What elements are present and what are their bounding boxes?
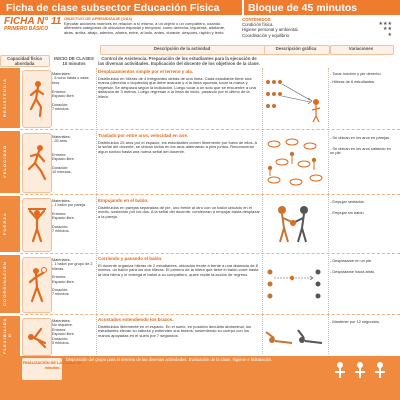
row-meta	[52, 199, 96, 233]
ficha-label	[4, 16, 62, 32]
info-block	[0, 15, 400, 45]
variants-list	[330, 320, 392, 325]
contents-item-name: Condición física.	[242, 22, 274, 28]
row-meta	[52, 72, 96, 112]
meta-line: - 1 balón por grupo de 2 hileras.	[52, 262, 93, 271]
activity-title: Empujando en el balón.	[98, 198, 149, 203]
exercise-figure-box	[22, 198, 52, 252]
meta-line: Materiales:	[52, 258, 71, 262]
activity-header: Descripción de la actividad	[153, 46, 211, 51]
row-meta	[52, 319, 96, 345]
capacity-header: Capacidad física abordada	[7, 56, 42, 66]
row-meta	[52, 258, 96, 297]
row-divider	[20, 129, 400, 130]
control-text: Control de Asistencia. Preparación de los estudiantes para la ejecución de las diversas actividades. Explicación del docente de los objetivos de la clase.	[98, 56, 260, 66]
meta-line: Espacio libre.	[52, 94, 75, 99]
relay-pass-diagram	[262, 258, 326, 312]
relay-diagram	[262, 72, 326, 126]
variants-list	[330, 136, 392, 156]
lifting-figure-icon	[27, 205, 47, 245]
row-meta	[52, 135, 96, 174]
meta-line: Duración:	[52, 288, 69, 293]
activity-title: Desplazamientos simple por el terreno y ala.	[98, 69, 194, 74]
activity-description	[98, 134, 260, 154]
sprinting-figure-icon	[27, 142, 47, 184]
capacity-label: F U E R Z A	[2, 213, 7, 235]
meta-line: 5 minutos.	[52, 341, 70, 346]
activity-text: El docente organiza hileras de 2 estudiantes, ubicados frente a frente a una distancia de 8 metros, un balón para los dos hileras. El primero de la hilera que tiene el balón corre hasta la otra hilera y le entrega el balón a su compañero, quien repite la acción de regreso.	[98, 262, 259, 277]
variants-header: Variaciones	[348, 46, 374, 51]
row-divider	[20, 253, 400, 254]
running-figure-icon	[27, 79, 47, 119]
exercise-figure-box	[22, 257, 52, 313]
capacity-label: V E L O C I D A D	[2, 145, 7, 179]
contents-block	[242, 17, 392, 38]
meta-line: Espacio libre.	[52, 332, 75, 337]
capacity-label: C O O R D I N A C I Ó N	[2, 262, 7, 306]
meta-line: 10 minutos.	[52, 170, 72, 175]
star-rating-icon: ★	[387, 31, 392, 38]
objective-label: OBJETIVO DE APRENDIZAJE (OA3)	[64, 16, 133, 21]
activity-title: Traslado por entre aros, velocidad en aire.	[98, 133, 189, 138]
meta-line: Entorno:	[52, 152, 67, 157]
closing-figures-icon	[330, 360, 390, 380]
sheet-title: Ficha de clase subsector Educación Física	[6, 1, 220, 14]
contents-item-name: Coordinación y equilibrio.	[242, 32, 291, 38]
ficha-number: FICHA N° 11	[4, 16, 62, 27]
variants-list	[330, 72, 392, 84]
star-rating-icon: ★★	[383, 26, 392, 33]
objective-block	[64, 17, 234, 35]
duration-label: Bloque de 45 minutos	[248, 1, 358, 14]
closing-text: Disposición del grupo para el término de las diversas actividades. Evaluación de la clase, higiene e hidratación.	[66, 357, 273, 362]
lying-stretch-diagram	[262, 320, 326, 354]
contents-item-name: Higiene personal y ambiental.	[242, 27, 299, 33]
closing-label-box	[22, 358, 82, 380]
row-divider	[20, 194, 400, 195]
ball-pass-figure-icon	[27, 264, 47, 306]
variant-item: - Hileras de 6 estudiantes.	[330, 78, 376, 84]
meta-line: - 1 balón por pareja.	[52, 203, 86, 208]
variant-item: - Se ubican en los aros en parejas.	[330, 135, 391, 140]
variant-item: - Empujar sin balón.	[330, 209, 365, 215]
meta-line: Entorno:	[52, 275, 67, 280]
meta-line: Materiales:	[52, 319, 71, 323]
objective-text: Ejecutar acciones motrices en relación a sí mismo, a un objeto o un compañero, usando diferentes categorías de ubicación espacial y temporal, como derecha, izquierda, adelante, atrás, arriba, abajo, adentro, afuera, entre, al lado, antes, durante, después, rápido y lento.	[64, 20, 226, 35]
meta-line: Entorno:	[52, 211, 67, 216]
meta-line: 7 minutos.	[52, 229, 70, 234]
graphic-header: Descripción gráfica	[275, 46, 317, 51]
activity-text: Distribuidos libremente en el espacio. En el suelo, en posición decúbito abdominal, los estudiantes elevan su cabeza y extienden sus brazos, sosteniendo su cuerpo con los manos apoyadas en el suelo por 7 segundos.	[98, 323, 251, 338]
meta-line: Duración:	[52, 336, 69, 341]
capacity-label: R E S I S T E N C I A	[2, 79, 7, 117]
variant-item: - Desplazarse en un pie.	[330, 258, 373, 263]
column-divider	[96, 68, 97, 354]
meta-line: Materiales:	[52, 135, 71, 139]
variant-item: - Mantener por 12 segundos.	[330, 319, 380, 324]
activity-title: Acostados extendiendo los brazos.	[98, 317, 174, 322]
activity-title: Corriendo y pasando el balón.	[98, 256, 163, 261]
variant-item: - Desplazarse hacia atrás.	[330, 268, 376, 274]
time-header: INICIO DE CLASES 10 minutos	[54, 56, 94, 66]
meta-line: Duración:	[52, 102, 69, 107]
row-divider	[20, 314, 400, 315]
activity-text: Distribuidos 25 aros por el espacio, los estudiantes corren libremente por fuera de ellos. A la señal del docente, se ubican todos en los aros alternando a pies juntos. Reconocerán algún sonido hasta una nueva señal del docente.	[98, 139, 257, 154]
activity-text: Distribuidos en parejas separadas de pie, uno frente al otro con un balón ubicado en el medio, sostenido por los dos. A la señal del docente, comienzan a empujar hasta desplazar a la pareja.	[98, 204, 260, 219]
meta-line: Espacio libre.	[52, 216, 75, 221]
meta-line: Duración:	[52, 165, 69, 170]
hoops-diagram	[262, 134, 326, 192]
exercise-figure-box	[22, 133, 52, 193]
header-bar	[0, 0, 400, 15]
meta-line: Entorno:	[52, 89, 67, 94]
ficha-level: PRIMERO BÁSICO	[4, 26, 49, 32]
meta-line: Materiales:	[52, 199, 71, 203]
table-header	[0, 45, 400, 66]
variant-item: - Se ubican en los aros saltando en un pie.	[330, 145, 391, 156]
meta-line: Entorno:	[52, 327, 67, 332]
stretching-figure-icon	[27, 325, 47, 349]
activity-text: Distribuidos en hileras de 4 integrantes detrás de una línea. Cada estudiante tiene una marca (derecha o izquierda) que debe avanzar y a la línea opuesta, tocar la marca y regresar. Se desplaza según la indicación. Luego tocar a un solo que se encuentre a una distancia de 3 metros. Luego regresan a la línea de inicio, pasando por el último de la hilera.	[98, 75, 256, 99]
star-rating-icon: ★★★	[378, 21, 392, 28]
meta-line: No requiere.	[52, 323, 73, 328]
activity-description	[98, 257, 260, 277]
closing-label: FINALIZACIÓN DE LA CLASE 10 minutos	[22, 361, 82, 370]
exercise-figure-box	[22, 70, 52, 128]
closing-section	[0, 356, 400, 400]
variant-item: - Tocar hombro y pie derecho.	[330, 71, 382, 76]
meta-line: 7 minutos.	[52, 292, 70, 297]
meta-line: Espacio libre.	[52, 279, 75, 284]
variants-list	[330, 259, 392, 274]
meta-line: Duración:	[52, 224, 69, 229]
meta-line: Materiales:	[52, 72, 71, 76]
activity-description	[98, 70, 260, 100]
activity-description	[98, 199, 260, 219]
variant-item: - Empujar sentados.	[330, 199, 365, 204]
meta-line: - 25 aros.	[52, 139, 69, 144]
activity-description	[98, 318, 260, 338]
meta-line: Espacio libre.	[52, 157, 75, 162]
meta-line: 7 minutos.	[52, 107, 70, 112]
pushing-pair-diagram	[262, 198, 326, 252]
meta-line: - 5 cono hasta o cada tiros.	[52, 76, 89, 85]
contents-label: CONTENIDOS	[242, 17, 271, 22]
variants-list	[330, 200, 392, 215]
column-divider	[328, 68, 329, 354]
capacity-label: F L E X I B I L I D A D	[2, 318, 12, 354]
contents-item	[242, 33, 392, 38]
exercise-figure-box	[22, 318, 52, 356]
